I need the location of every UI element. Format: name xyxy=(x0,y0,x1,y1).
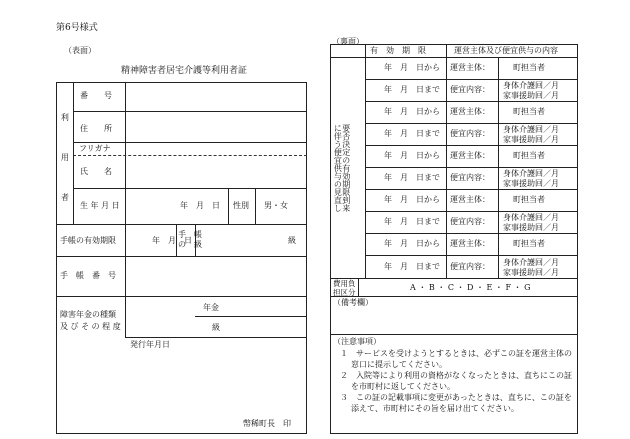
row-period: 年 月 日まで xyxy=(384,129,440,138)
form-number: 第6号様式 xyxy=(56,23,98,33)
issuer-seal: 幣稀町長 印 xyxy=(243,419,291,428)
provider-header: 運営主体及び便宜供与の内容 xyxy=(454,46,558,55)
note-line: １ サービスを受けようとするときは、必ずこの証を運営主体の xyxy=(340,349,572,358)
notes-label: （注意事項） xyxy=(333,337,381,346)
name-label: 氏 名 xyxy=(80,167,112,176)
gender-value: 男・女 xyxy=(264,201,288,210)
user-section-label: 利 用 者 xyxy=(60,113,70,213)
row-period: 年 月 日から xyxy=(384,239,440,248)
row-value: 身体介護回／月 家事援助回／月 xyxy=(503,258,559,278)
number-label: 番 号 xyxy=(80,91,112,100)
dob-label: 生 年 月 日 xyxy=(80,201,120,210)
front-title: 精神障害者居宅介護等利用者証 xyxy=(121,66,248,76)
handbook-validity-value: 年 月 日 xyxy=(152,236,192,245)
row-label: 運営主体： xyxy=(450,107,490,116)
row-label: 便宜内容： xyxy=(450,129,490,138)
pension-type-label: 障害年金の種類 及 び そ の 程 度 xyxy=(60,310,121,331)
note-line: 添えて、市町村にその旨を届け出てください。 xyxy=(351,404,519,413)
row-value: 身体介護回／月 家事援助回／月 xyxy=(503,81,559,101)
row-period: 年 月 日から xyxy=(384,63,440,72)
address-label: 住 所 xyxy=(80,124,112,133)
row-label: 便宜内容： xyxy=(450,85,490,94)
cost-classes: A ・ B ・ C ・ D ・ E ・ F ・ G xyxy=(410,283,531,292)
row-label: 便宜内容： xyxy=(450,262,490,271)
row-period: 年 月 日まで xyxy=(384,217,440,226)
dob-value: 年 月 日 xyxy=(180,201,220,210)
furigana-label: フリガナ xyxy=(79,144,111,153)
row-group-label: 要否決定の有効期限到来に伴う便宜供与の見直し xyxy=(333,124,351,212)
cost-label: 費用負 担区分 xyxy=(333,279,356,297)
row-period: 年 月 日まで xyxy=(384,85,440,94)
handbook-validity-label: 手帳の有効期限 xyxy=(60,236,116,245)
row-value: 町担当者 xyxy=(513,63,545,72)
back-side-label: （裏面） xyxy=(332,37,364,46)
gender-label: 性別 xyxy=(233,201,249,210)
row-value: 町担当者 xyxy=(513,107,545,116)
note-line: を市町村に返してください。 xyxy=(351,382,455,391)
front-side-label: （表面） xyxy=(64,46,96,55)
row-label: 運営主体： xyxy=(450,63,490,72)
row-value: 身体介護回／月 家事援助回／月 xyxy=(503,125,559,145)
grade-suffix: 級 xyxy=(288,236,296,245)
row-value: 身体介護回／月 家事援助回／月 xyxy=(503,213,559,233)
row-value: 身体介護回／月 家事援助回／月 xyxy=(503,169,559,189)
remarks-label: （備考欄） xyxy=(333,298,373,307)
row-period: 年 月 日から xyxy=(384,195,440,204)
row-period: 年 月 日から xyxy=(384,151,440,160)
row-value: 町担当者 xyxy=(513,239,545,248)
row-label: 運営主体： xyxy=(450,239,490,248)
issue-date-label: 発行年月日 xyxy=(130,340,170,349)
row-label: 運営主体： xyxy=(450,151,490,160)
row-period: 年 月 日まで xyxy=(384,173,440,182)
note-line: ２ 入院等により利用の資格がなくなったときは、直ちにこの証 xyxy=(340,371,572,380)
row-label: 便宜内容： xyxy=(450,217,490,226)
row-label: 運営主体： xyxy=(450,195,490,204)
row-period: 年 月 日まで xyxy=(384,262,440,271)
pension-year-label: 年金 xyxy=(203,303,219,312)
note-line: ３ この証の記載事項に変更があったときは、直ちに、この証を xyxy=(340,393,572,402)
row-value: 町担当者 xyxy=(513,151,545,160)
pension-grade-label: 級 xyxy=(212,323,220,332)
note-line: 窓口に提示してください。 xyxy=(351,360,447,369)
row-label: 便宜内容： xyxy=(450,173,490,182)
front-card xyxy=(56,82,307,434)
row-value: 町担当者 xyxy=(513,195,545,204)
row-period: 年 月 日から xyxy=(384,107,440,116)
handbook-grade-label: 手 帳 の 級 xyxy=(178,230,202,250)
handbook-number-label: 手 帳 番 号 xyxy=(60,271,116,280)
validity-header: 有 効 期 限 xyxy=(370,46,426,55)
